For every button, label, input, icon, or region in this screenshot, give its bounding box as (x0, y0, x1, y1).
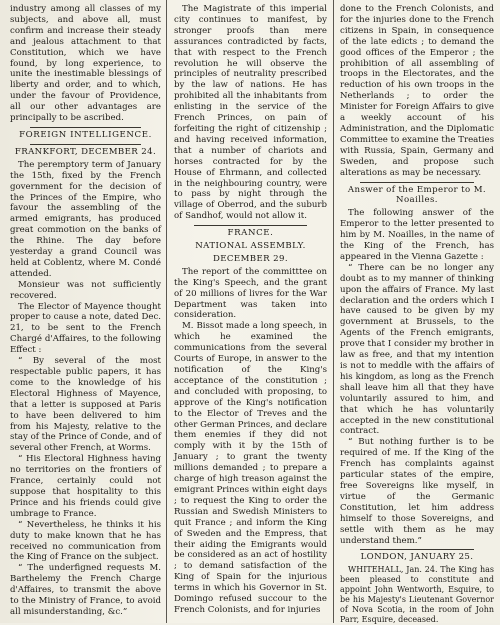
speech-closing-paragraph: industry among all classes of my subjects, and above all, must confirm and increase their steady and jealous attachment to that Constitution, which we have found, by long experience, to unite the inestimable blessings of liberty and order, and to which, under the favour of Providence, all our other advantages are principally to be ascribed. (10, 4, 161, 124)
paragraph: “ The underfigned requests M. Barthelemy the French Charge d'Affaires, to transmit the above to the Ministry of France, to avoid all misunderstanding, &c.” (10, 563, 161, 617)
paragraph: “ By several of the most respectable public papers, it has come to the knowledge of his Electoral Highness of Mayence, that a letter is supposed at Paris to have been delivered to him from his Majesty, relative to the stay of the Prince of Conde, and of several other French, at Worms. (10, 356, 161, 454)
divider (30, 144, 141, 145)
subheading-national-assembly: NATIONAL ASSEMBLY. (195, 241, 306, 252)
divider (360, 182, 474, 183)
paragraph: The Elector of Mayence thought proper to cause a note, dated Dec. 21, to be sent to the French Chargé d'Affaires, to the following Effect : (10, 301, 161, 356)
divider (360, 549, 474, 550)
column-rule (333, 0, 334, 623)
subheading-answer-of-emperor: Answer of the Emperor to M. Noailles. (347, 184, 487, 206)
divider (194, 225, 307, 226)
dateline-frankfort: FRANKFORT, DECEMBER 24. (14, 146, 157, 157)
column-1 (10, 4, 161, 619)
paragraph: M. Bissot made a long speech, in which he examined the communications from the several Courts of Europe, in answer to the notification of the King's acceptance of the constitution ; and concluded with proposing, to approve of the King's notification to the Elector of Treves and the other German Princes, and declare them enemies if they did not comply with it by the 15th of January ; to grant the twenty millions demanded ; to prepare a charge of high treason against the emigrant Princes within eight days ; to request the King to order the Russian and Swedish Ministers to quit France ; and inform the King of Sweden and the Empress, that their aiding the Emigrants would be considered as an act of hostility ; to demand satisfaction of the King of Spain for the injurious terms in which his Governor in St. Domingo refused succour to the French Colonists, and for injuries (174, 321, 327, 615)
paragraph: WHITEHALL, Jan. 24. The King has been pleased to constitute and appoint John Wentworth, Esquire, to be his Majesty's Lieutenant Governor of Nova Scotia, in the room of John Parr, Esquire, deceased. (340, 565, 494, 625)
section-heading-france: FRANCE. (227, 228, 274, 239)
paragraph: “ But nothing further is to be required of me. If the King of the French has complaints against particular states of the empire, free Sovereigns like myself, in virtue of the Germanic Constitution, let him address himself to those Sovereigns, and settle with them as he may understand them.” (340, 437, 494, 546)
divider (30, 127, 141, 128)
paragraph: The report of the committtee on the King's Speech, and the grant of 20 millions of livres for the War Department was taken into consideration. (174, 266, 327, 321)
paragraph: “ Nevertheless, he thinks it his duty to make known that he has received no communication from the King of France on the subject. (10, 519, 161, 563)
paragraph: The Magistrate of this imperial city continues to manifest, by stronger proofs than mere assurances contradicted by facts, that with respect to the French revolution he will observe the principles of neutrality prescribed by the law of nations. He has prohibited all the inhabitants from enlisting in the service of the French Princes, on pain of forfeiting the right of citizenship ; and having received information, that a number of chariots and horses contracted for by the House of Ehrmann, and collected in the neighbouring country, were to pass by night through the village of Oberrod, and the suburb of Sandhof, would not allow it. (174, 4, 327, 222)
paragraph: “ His Electoral Highness having no territories on the frontiers of France, certainly could not suppose that hospitality to this Prince and his friends could give umbrage to France. (10, 454, 161, 519)
paragraph: done to the French Colonists, and for the injuries done to the French citizens in Spain, in consequence of the late edicts ; to demand the good offices of the Emperor ; the prohibition of all assembling of troops in the Electorates, and the reduction of his own troops in the Netherlands ; to order the Minister for Foreign Affairs to give a weekly account of his Administration, and the Diplomatic Committee to examine the Treaties with Russia, Spain, Germany and Sweden, and propose such alterations as may be necessary. (340, 4, 494, 178)
column-3 (340, 4, 494, 625)
dateline-london: LONDON, JANUARY 25. (360, 552, 474, 563)
paragraph: The peremptory term of January the 15th, fixed by the French government for the decision of the Princes of the Empire, who favour the assembling of the armed emigrants, has produced great commotion on the banks of the Rhine. The day before yesterday a grand Council was held at Coblentz, where M. Condé attended. (10, 159, 161, 279)
column-2 (174, 4, 327, 619)
column-rule (166, 0, 167, 623)
section-heading-foreign: FOREIGN INTELLIGENCE. (19, 129, 152, 140)
paragraph: Monsieur was not sufficiently recovered. (10, 279, 161, 301)
dateline-december-29: DECEMBER 29. (212, 253, 289, 264)
paragraph: “ There can be no longer any doubt as to my manner of thinking upon the affairs of France. My last declaration and the orders which I have caused to be given by my government at Brussels, to the Agents of the French emigrants, prove that I consider my brother in law as free, and that my intention is not to meddle with the affairs of his kingdom, as long as the French shall leave him all that they have voluntarily assured to him, and that which he has voluntarily accepted in the new constitutional contract. (340, 262, 494, 437)
paragraph: The following answer of the Emperor to the letter presented to him by M. Noailles, in the name of the King of the French, has appeared in the Vienna Gazette : (340, 208, 494, 262)
